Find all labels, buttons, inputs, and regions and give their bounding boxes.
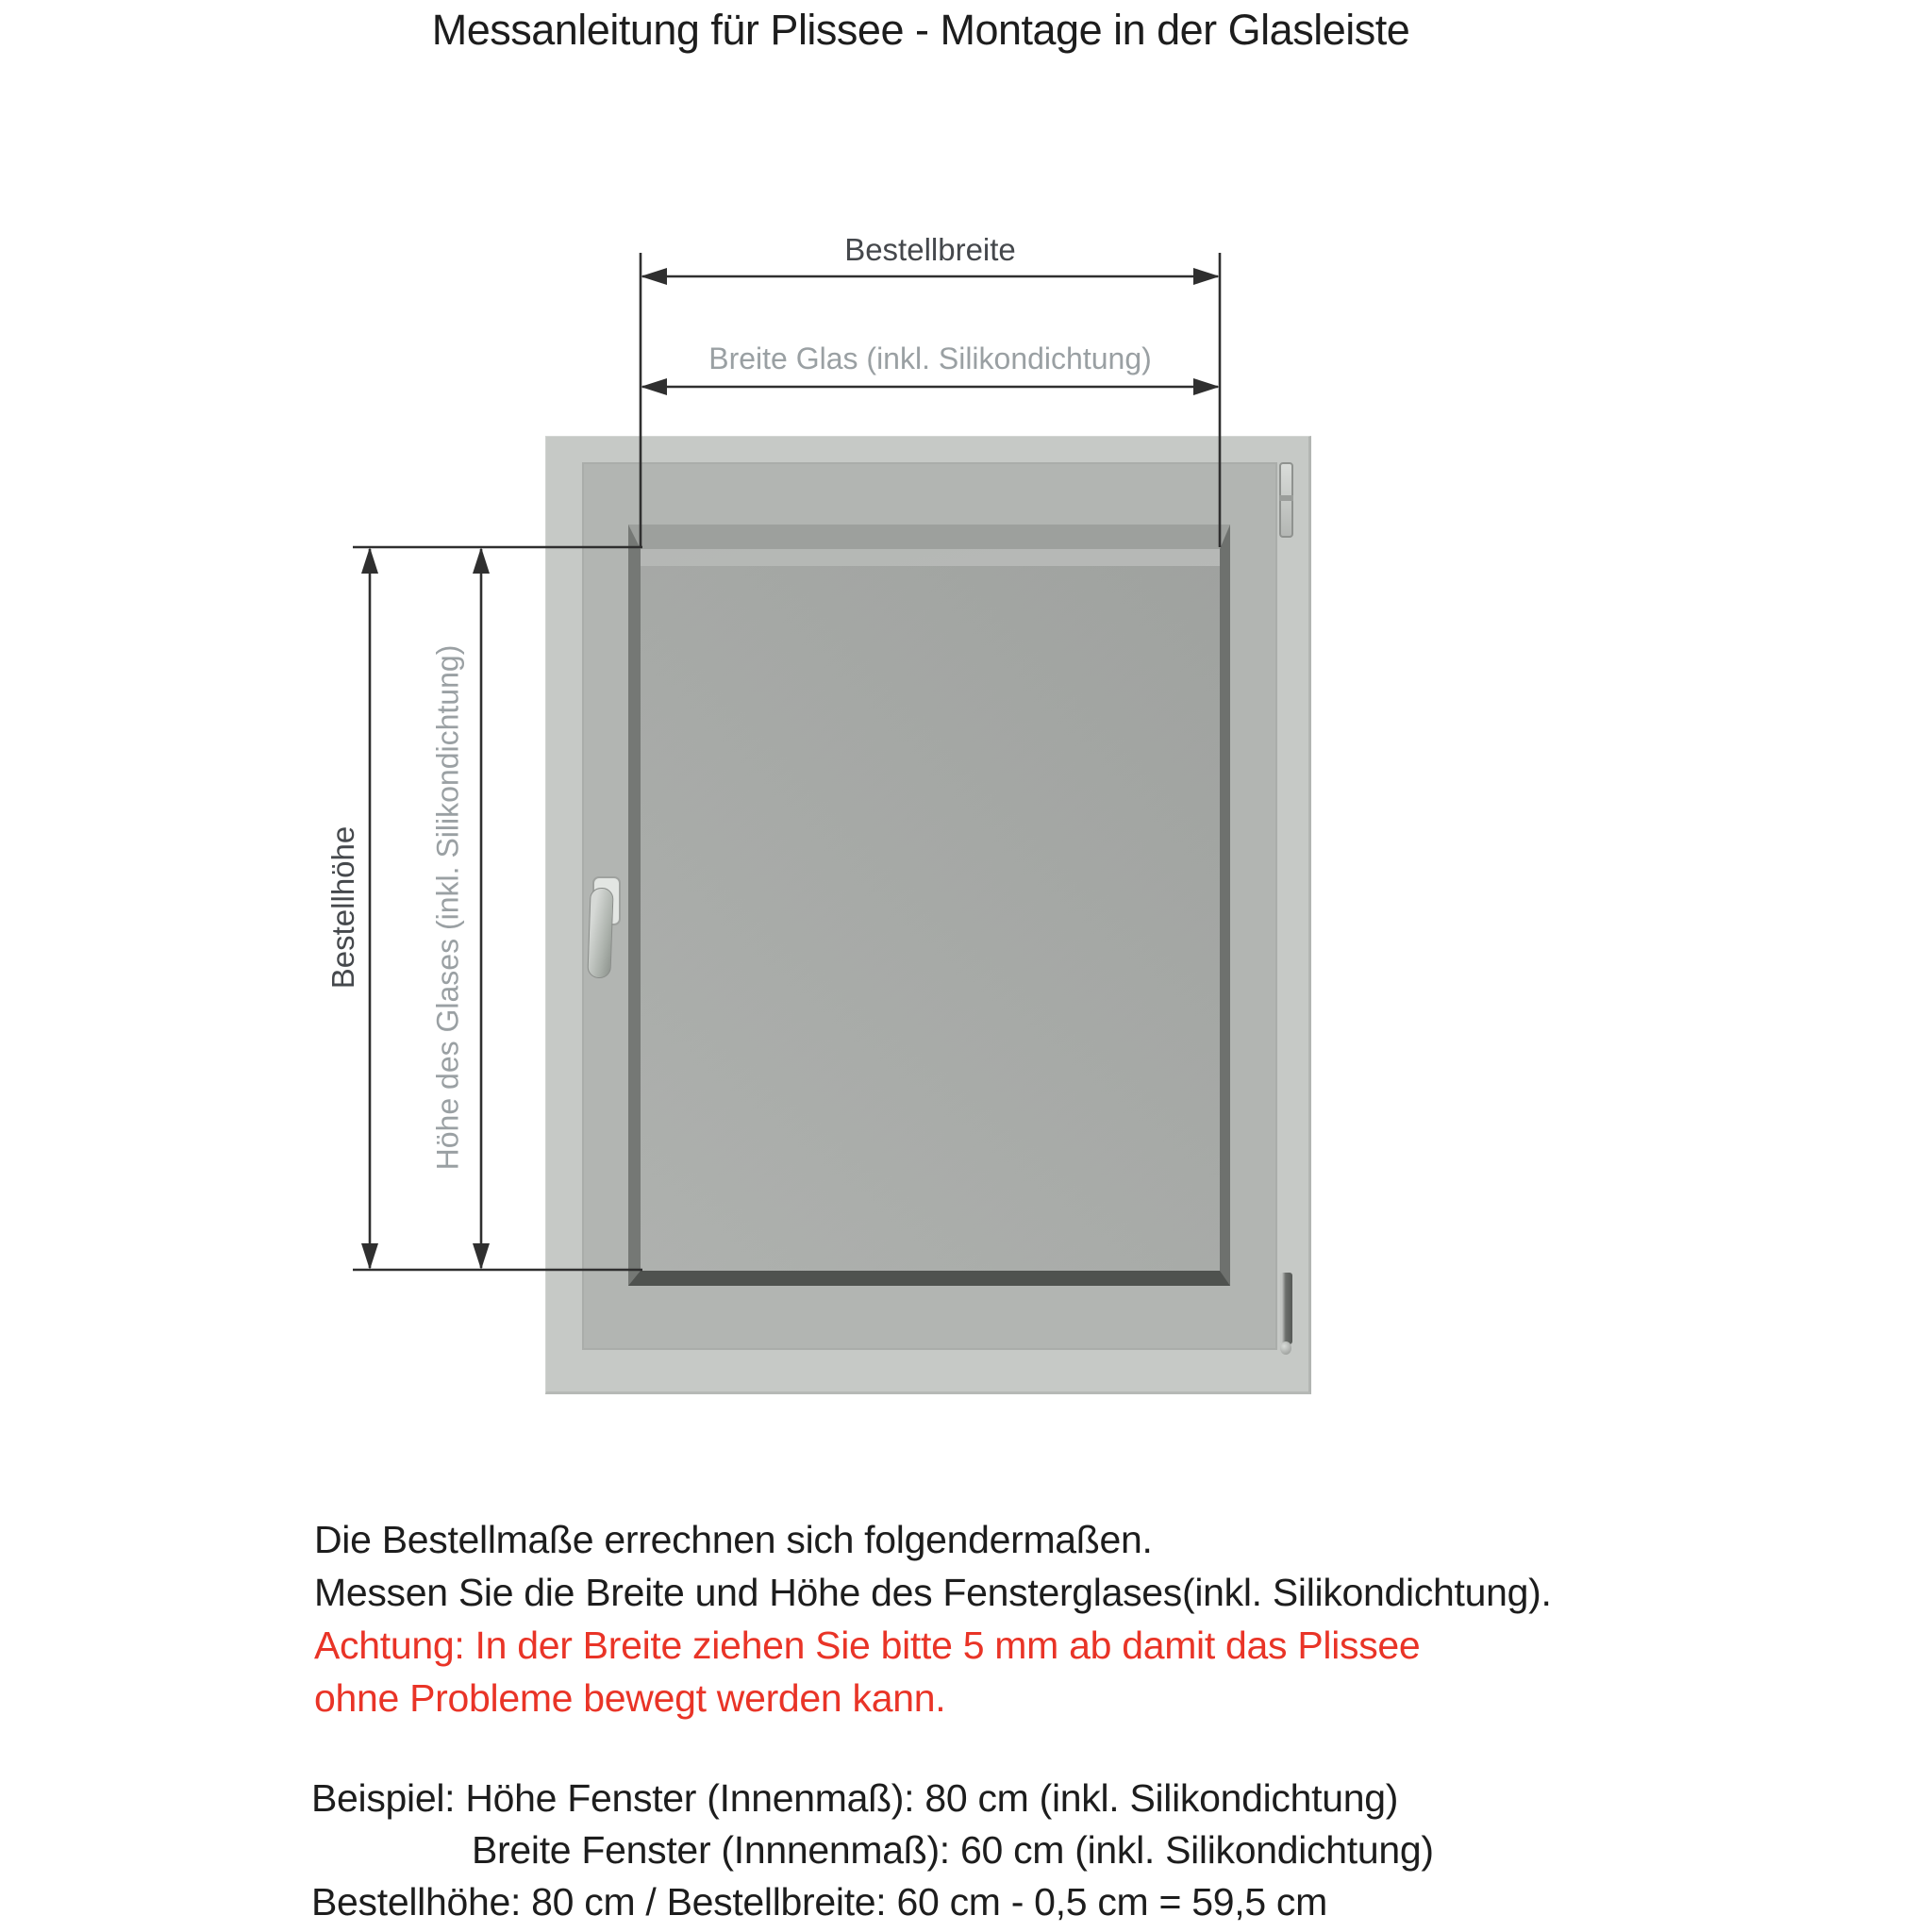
instructions-block bbox=[314, 1513, 1786, 1724]
dim-arrow-bottom-hoehe-glas bbox=[473, 1243, 490, 1270]
dim-arrow-bottom-bestellhoehe bbox=[361, 1243, 378, 1270]
example-block bbox=[311, 1773, 1840, 1928]
example-line-2: Breite Fenster (Innnenmaß): 60 cm (inkl. Silikondichtung) bbox=[472, 1828, 1434, 1872]
example-line-1: Beispiel: Höhe Fenster (Innenmaß): 80 cm (inkl. Silikondichtung) bbox=[311, 1776, 1399, 1820]
warning-line-2: ohne Probleme bewegt werden kann. bbox=[314, 1676, 946, 1720]
label-hoehe-glas: Höhe des Glases (inkl. Silikondichtung) bbox=[430, 644, 465, 1171]
label-bestellbreite: Bestellbreite bbox=[844, 232, 1016, 267]
dim-arrow-top-hoehe-glas bbox=[473, 547, 490, 574]
warning-line-1: Achtung: In der Breite ziehen Sie bitte 5 mm ab damit das Plissee bbox=[314, 1624, 1421, 1667]
dim-arrow-left-breite-glas bbox=[641, 378, 667, 395]
dim-arrow-right-bestellbreite bbox=[1193, 268, 1220, 285]
page-title: Messanleitung für Plissee - Montage in der Glasleiste bbox=[431, 6, 1410, 54]
dim-arrow-left-bestellbreite bbox=[641, 268, 667, 285]
example-line-3: Bestellhöhe: 80 cm / Bestellbreite: 60 cm - 0,5 cm = 59,5 cm bbox=[311, 1880, 1327, 1924]
label-breite-glas: Breite Glas (inkl. Silikondichtung) bbox=[708, 341, 1152, 375]
dim-arrow-top-bestellhoehe bbox=[361, 547, 378, 574]
dim-arrow-right-breite-glas bbox=[1193, 378, 1220, 395]
instruction-line-1: Die Bestellmaße errechnen sich folgendermaßen. bbox=[314, 1518, 1153, 1561]
label-bestellhoehe: Bestellhöhe bbox=[325, 825, 360, 990]
instruction-line-2: Messen Sie die Breite und Höhe des Fensterglases(inkl. Silikondichtung). bbox=[314, 1571, 1552, 1614]
